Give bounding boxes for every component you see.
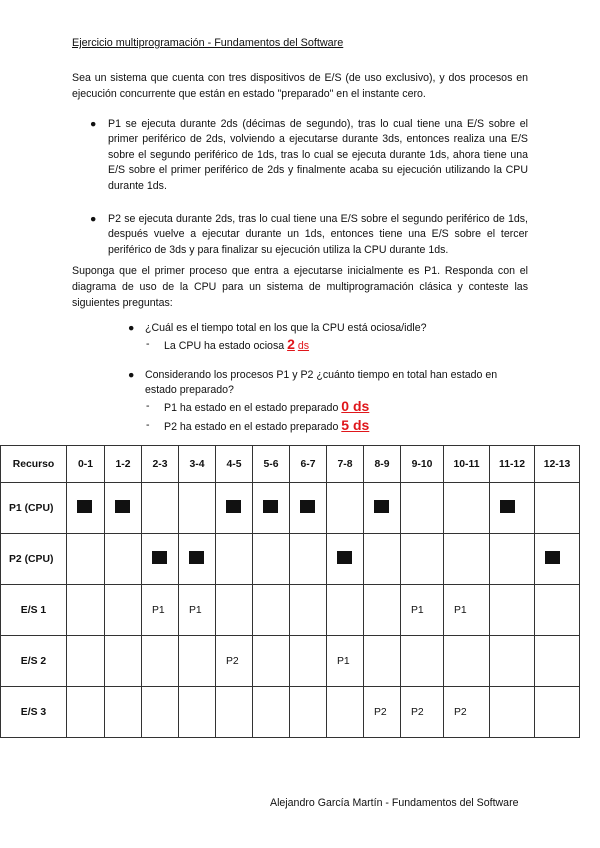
table-cell: P2 [401, 687, 444, 738]
column-header: 0-1 [67, 446, 105, 483]
row-label: P1 (CPU) [1, 483, 67, 534]
cpu-usage-block [374, 500, 389, 513]
table-cell [327, 534, 364, 585]
column-header: 1-2 [105, 446, 142, 483]
table-cell [105, 534, 142, 585]
table-cell [535, 636, 580, 687]
cpu-usage-block [115, 500, 130, 513]
question-1 [128, 321, 528, 355]
table-cell [253, 534, 290, 585]
table-row [1, 636, 580, 687]
bullet-icon: ● [128, 369, 135, 381]
table-cell [401, 534, 444, 585]
table-cell [216, 687, 253, 738]
column-header: 7-8 [327, 446, 364, 483]
table-cell [364, 534, 401, 585]
table-cell [401, 636, 444, 687]
column-header: 4-5 [216, 446, 253, 483]
table-cell [535, 534, 580, 585]
answer-text: La CPU ha estado ociosa [164, 340, 285, 352]
table-header-row [1, 446, 580, 483]
column-header: 2-3 [142, 446, 179, 483]
table-cell [490, 636, 535, 687]
table-cell: P2 [364, 687, 401, 738]
table-cell [535, 585, 580, 636]
table-cell [216, 534, 253, 585]
table-cell [290, 636, 327, 687]
answer-value: 5 ds [341, 417, 370, 433]
footer-author: Alejandro García Martín - Fundamentos del Software [270, 797, 519, 809]
table-cell [179, 534, 216, 585]
bullet-icon: ● [90, 213, 97, 226]
table-cell [444, 483, 490, 534]
table-row [1, 534, 580, 585]
table-cell [253, 636, 290, 687]
table-cell [364, 636, 401, 687]
question-item [128, 321, 528, 336]
table-cell [67, 687, 105, 738]
dash-icon: - [146, 419, 150, 431]
table-cell [142, 687, 179, 738]
table-cell: P1 [444, 585, 490, 636]
dash-icon: - [146, 338, 150, 350]
table-cell [179, 483, 216, 534]
table-cell [327, 687, 364, 738]
column-header: 5-6 [253, 446, 290, 483]
table-cell [535, 687, 580, 738]
process-description-list [72, 117, 528, 258]
column-header: 8-9 [364, 446, 401, 483]
column-header: 10-11 [444, 446, 490, 483]
column-header: 3-4 [179, 446, 216, 483]
table-cell [401, 483, 444, 534]
table-row [1, 483, 580, 534]
table-cell: P1 [327, 636, 364, 687]
table-cell [364, 585, 401, 636]
cpu-usage-block [152, 551, 167, 564]
answer-unit: ds [297, 340, 310, 352]
row-label: E/S 3 [1, 687, 67, 738]
bullet-icon: ● [90, 118, 97, 130]
table-cell [253, 585, 290, 636]
table-cell [327, 483, 364, 534]
column-header: Recurso [1, 446, 67, 483]
bullet-text-p1: P1 se ejecuta durante 2ds (décimas de segundo), tras lo cual tiene una E/S sobre el primer periférico de 2ds, volviendo a ejecutarse durante 3ds, entonces realiza una E/S sobre el segundo periférico de 1ds, tras lo cual se ejecuta durante 1ds, ahora tiene una E/S sobre el primer periférico de 2ds y finalmente acaba su ejecución utilizando la CPU durante 1ds. [108, 118, 528, 192]
question-2 [128, 368, 528, 436]
table-cell [364, 483, 401, 534]
answer-item [128, 398, 528, 417]
column-header: 9-10 [401, 446, 444, 483]
intro-paragraph: Sea un sistema que cuenta con tres dispositivos de E/S (de uso exclusivo), y dos procesos en ejecución concurrente que están en estado "preparado" en el instante cero. [72, 72, 528, 100]
table-cell [216, 483, 253, 534]
list-item [72, 212, 528, 258]
table-cell [290, 483, 327, 534]
table-cell [105, 483, 142, 534]
table-row [1, 585, 580, 636]
table-cell [290, 687, 327, 738]
table-cell [535, 483, 580, 534]
bullet-text-p2: P2 se ejecuta durante 2ds, tras lo cual tiene una E/S sobre el segundo periférico de 1ds, después vuelve a ejecutar durante un 1ds, entonces tiene una E/S sobre el tercer periférico de 3ds y para finalizar su ejecución utiliza la CPU durante 1ds. [108, 213, 528, 256]
cpu-usage-block [337, 551, 352, 564]
table-cell: P2 [216, 636, 253, 687]
table-cell [179, 636, 216, 687]
table-cell: P1 [142, 585, 179, 636]
question-text: ¿Cuál es el tiempo total en los que la CPU está ociosa/idle? [145, 322, 427, 334]
dash-icon: - [146, 400, 150, 412]
answer-text: P2 ha estado en el estado preparado [164, 421, 339, 433]
resource-usage-table [0, 445, 580, 738]
table-cell [490, 483, 535, 534]
answer-item [128, 417, 528, 436]
column-header: 6-7 [290, 446, 327, 483]
cpu-usage-block [500, 500, 515, 513]
table-cell [142, 483, 179, 534]
table-cell [253, 483, 290, 534]
table-cell [105, 687, 142, 738]
table-cell [142, 534, 179, 585]
table-cell [67, 636, 105, 687]
table-cell [444, 534, 490, 585]
row-label: P2 (CPU) [1, 534, 67, 585]
table-cell [179, 687, 216, 738]
question-text: Considerando los procesos P1 y P2 ¿cuánto tiempo en total han estado en estado preparado? [145, 369, 498, 396]
table-cell [290, 534, 327, 585]
cpu-usage-block [300, 500, 315, 513]
cpu-usage-block [545, 551, 560, 564]
table-cell [490, 534, 535, 585]
column-header: 12-13 [535, 446, 580, 483]
table-cell [67, 585, 105, 636]
table-cell [253, 687, 290, 738]
table-cell [490, 687, 535, 738]
cpu-usage-block [77, 500, 92, 513]
table-cell [216, 585, 253, 636]
table-row [1, 687, 580, 738]
table-cell [290, 585, 327, 636]
cpu-usage-block [189, 551, 204, 564]
table-cell: P2 [444, 687, 490, 738]
table-cell: P1 [401, 585, 444, 636]
list-item [72, 117, 528, 194]
table-cell: P1 [179, 585, 216, 636]
answer-value: 0 ds [341, 398, 370, 414]
column-header: 11-12 [490, 446, 535, 483]
row-label: E/S 2 [1, 636, 67, 687]
table-cell [327, 585, 364, 636]
instructions-paragraph: Suponga que el primer proceso que entra a ejecutarse inicialmente es P1. Responda con el diagrama de uso de la CPU para un sistema de multiprogramación clásica y conteste las siguientes preguntas: [72, 265, 528, 309]
cpu-usage-block [226, 500, 241, 513]
table-cell [105, 585, 142, 636]
question-item [128, 368, 528, 398]
table-cell [142, 636, 179, 687]
row-label: E/S 1 [1, 585, 67, 636]
answer-item [128, 336, 528, 355]
table-cell [490, 585, 535, 636]
cpu-usage-block [263, 500, 278, 513]
table-cell [67, 483, 105, 534]
document-title: Ejercicio multiprogramación - Fundamentos del Software [72, 37, 344, 49]
table-cell [444, 636, 490, 687]
answer-value: 2 [287, 336, 295, 352]
answer-text: P1 ha estado en el estado preparado [164, 402, 339, 414]
bullet-icon: ● [128, 322, 135, 334]
table-cell [67, 534, 105, 585]
table-cell [105, 636, 142, 687]
